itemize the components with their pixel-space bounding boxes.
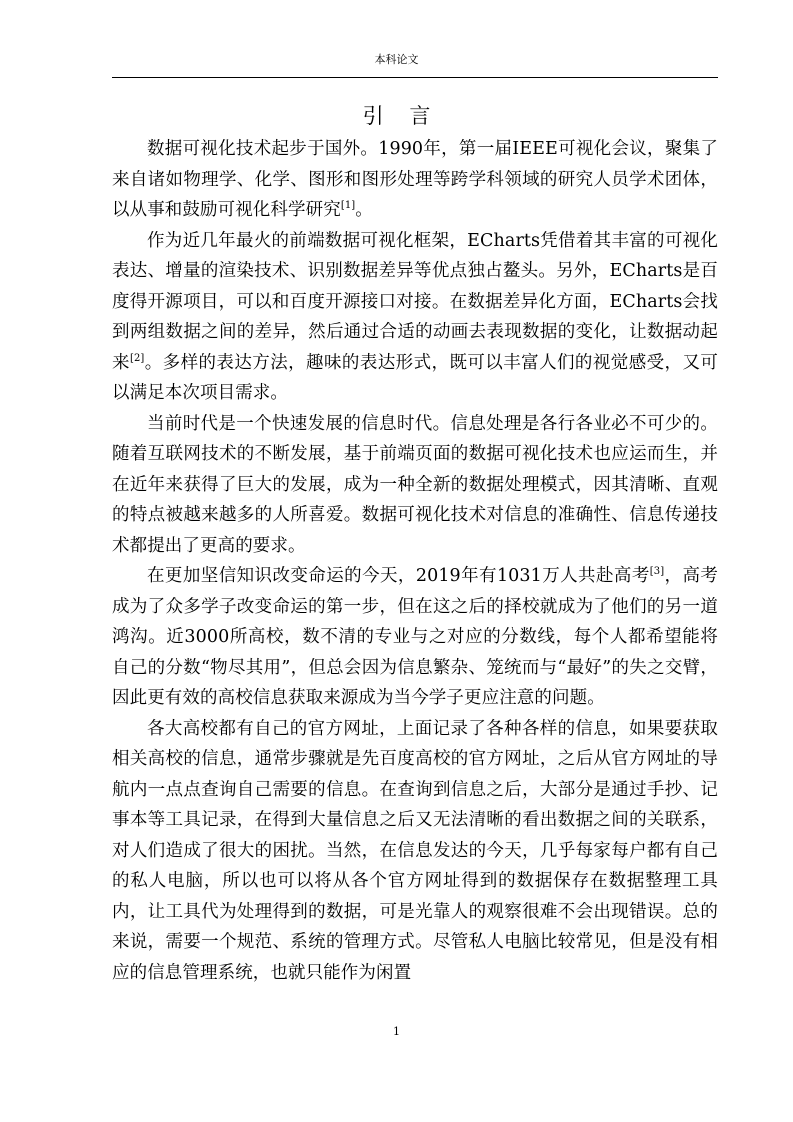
title-char-2: 言 <box>409 104 431 128</box>
paragraph-text: 。多样的表达方法，趣味的表达形式，既可以丰富人们的视觉感受，又可以满足本次项目需求。 <box>112 352 718 403</box>
paragraph-text: 在更加坚信知识改变命运的今天，2019年有1031万人共赴高考 <box>147 566 650 586</box>
header-rule <box>112 77 718 78</box>
paragraph-2 <box>112 226 718 409</box>
citation: [1] <box>340 200 356 212</box>
paragraph-4 <box>112 561 718 714</box>
section-title <box>0 102 793 130</box>
body-text <box>112 134 718 988</box>
paragraph-3 <box>112 409 718 562</box>
page-number: 1 <box>393 1025 400 1038</box>
citation: [2] <box>129 352 145 364</box>
paragraph-5 <box>112 714 718 989</box>
paragraph-text: 。 <box>355 200 373 220</box>
page-header: 本科论文 <box>374 53 419 66</box>
paragraph-1 <box>112 134 718 226</box>
citation: [3] <box>649 566 665 578</box>
paragraph-text: ，高考成为了众多学子改变命运的第一步，但在这之后的择校就成为了他们的另一道鸿沟。近3000所高校，数不清的专业与之对应的分数线，每个人都希望能将自己的分数“物尽其用”，但总会因为信息繁杂、笼统而与“最好”的失之交臂，因此更有效的高校信息获取来源成为当今学子更应注意的问题。 <box>112 566 718 708</box>
title-char-1: 引 <box>362 104 384 128</box>
paragraph-text: 各大高校都有自己的官方网址，上面记录了各种各样的信息，如果要获取相关高校的信息，通常步骤就是先百度高校的官方网址，之后从官方网址的导航内一点点查询自己需要的信息。在查询到信息之后，大部分是通过手抄、记事本等工具记录，在得到大量信息之后又无法清晰的看出数据之间的关联系，对人们造成了很大的困扰。当然，在信息发达的今天，几乎每家每户都有自己的私人电脑，所以也可以将从各个官方网址得到的数据保存在数据整理工具内，让工具代为处理得到的数据，可是光靠人的观察很难不会出现错误。总的来说，需要一个规范、系统的管理方式。尽管私人电脑比较常见，但是没有相应的信息管理系统，也就只能作为闲置 <box>112 718 718 983</box>
paragraph-text: 数据可视化技术起步于国外。1990年，第一届IEEE可视化会议，聚集了来自诸如物理学、化学、图形和图形处理等跨学科领域的研究人员学术团体，以从事和鼓励可视化科学研究 <box>112 139 718 220</box>
paragraph-text: 当前时代是一个快速发展的信息时代。信息处理是各行各业必不可少的。随着互联网技术的不断发展，基于前端页面的数据可视化技术也应运而生，并在近年来获得了巨大的发展，成为一种全新的数据处理模式，因其清晰、直观的特点被越来越多的人所喜爱。数据可视化技术对信息的准确性、信息传递技术都提出了更高的要求。 <box>112 413 718 556</box>
paragraph-text: 作为近几年最火的前端数据可视化框架，ECharts凭借着其丰富的可视化表达、增量的渲染技术、识别数据差异等优点独占鳌头。另外，ECharts是百度得开源项目，可以和百度开源接口对接。在数据差异化方面，ECharts会找到两组数据之间的差异，然后通过合适的动画去表现数据的变化，让数据动起来 <box>112 230 718 373</box>
